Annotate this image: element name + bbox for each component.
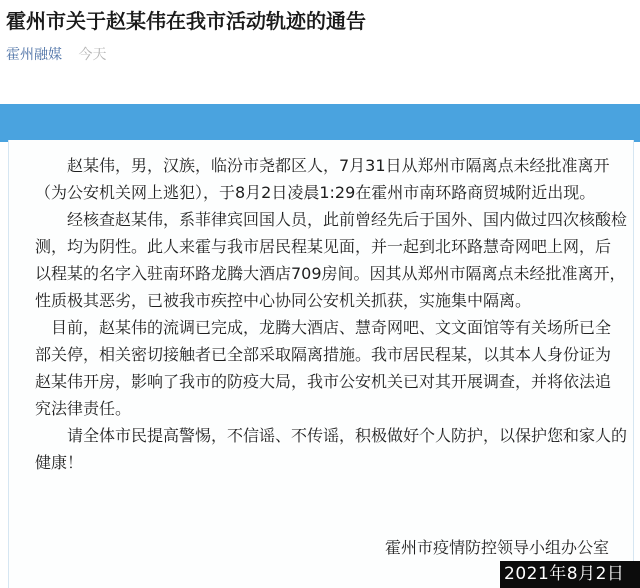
notice-panel [8,140,634,588]
notice-line: 经核查赵某伟，系菲律宾回国人员，此前曾经先后于国外、国内做过四次核酸检 [35,210,628,229]
notice-paragraph [35,422,635,476]
article-meta [6,46,106,64]
notice-line: 请全体市民提高警惕，不信谣、不传谣，积极做好个人防护，以保护您和家人的 [35,426,628,445]
header-band [0,104,640,142]
source-link[interactable]: 霍州融媒 [6,47,62,63]
notice-line: 以程某的名字入驻南环路龙腾大酒店709房间。因其从郑州市隔离点未经批准离开， [35,264,626,283]
notice-line: 测，均为阴性。此人来霍与我市居民程某见面，并一起到北环路慧奇网吧上网，后 [35,237,612,256]
notice-signature: 霍州市疫情防控领导小组办公室 [384,538,609,557]
notice-paragraph [35,152,635,206]
article-title: 霍州市关于赵某伟在我市活动轨迹的通告 [6,9,366,33]
notice-line: 性质极其恶劣，已被我市疾控中心协同公安机关抓获，实施集中隔离。 [35,291,532,310]
notice-line: 目前，赵某伟的流调已完成，龙腾大酒店、慧奇网吧、文文面馆等有关场所已全 [35,318,612,337]
notice-line: 部关停，相关密切接触者已全部采取隔离措施。我市居民程某，以其本人身份证为 [35,345,612,364]
notice-line: （为公安机关网上逃犯），于8月2日凌晨1:29在霍州市南环路商贸城附近出现。 [35,183,596,202]
notice-paragraph [35,206,635,314]
notice-line: 健康！ [35,453,84,472]
publish-time: 今天 [78,47,107,63]
notice-line: 赵某伟开房，影响了我市的防疫大局，我市公安机关已对其开展调查，并将依法追 [35,372,612,391]
notice-paragraph [35,314,635,422]
notice-line: 赵某伟，男，汉族，临汾市尧都区人，7月31日从郑州市隔离点未经批准离开 [35,156,610,175]
notice-line: 究法律责任。 [35,399,132,418]
notice-date: 2021年8月2日 [500,561,640,588]
